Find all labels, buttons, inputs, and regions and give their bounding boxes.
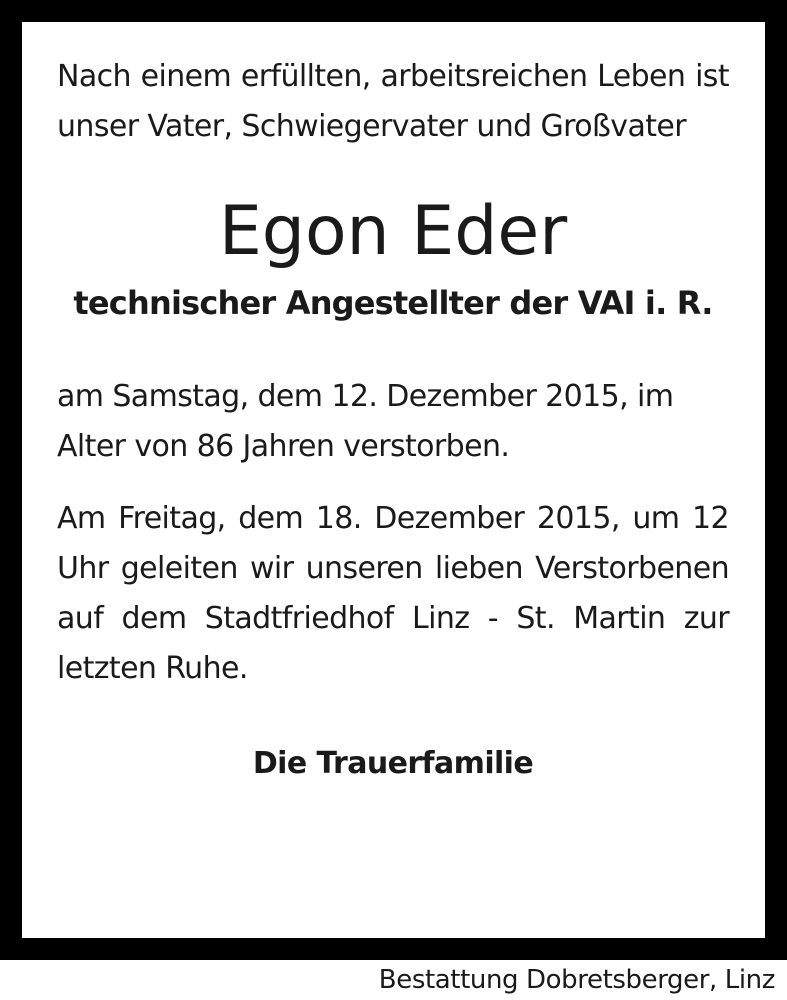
funeral-details: Am Freitag, dem 18. Dezember 2015, um 12 Uhr geleiten wir unseren lieben Verstorbenen auf dem Stadtfriedhof Linz - St. Martin zur letzten Ruhe. — [57, 501, 729, 686]
signature: Die Trauerfamilie — [252, 746, 534, 781]
obituary-panel — [22, 22, 765, 938]
deceased-name: Egon Eder — [218, 192, 568, 271]
death-announcement: am Samstag, dem 12. Dezember 2015, im Alter von 86 Jahren verstorben. — [57, 379, 674, 464]
deceased-title: technischer Angestellter der VAI i. R. — [73, 284, 713, 322]
obituary-content — [57, 52, 729, 784]
intro-text: Nach einem erfüllten, arbeitsreichen Leben ist unser Vater, Schwiegervater und Großvater — [57, 59, 729, 144]
undertaker-credit: Bestattung Dobretsberger, Linz — [378, 965, 775, 995]
